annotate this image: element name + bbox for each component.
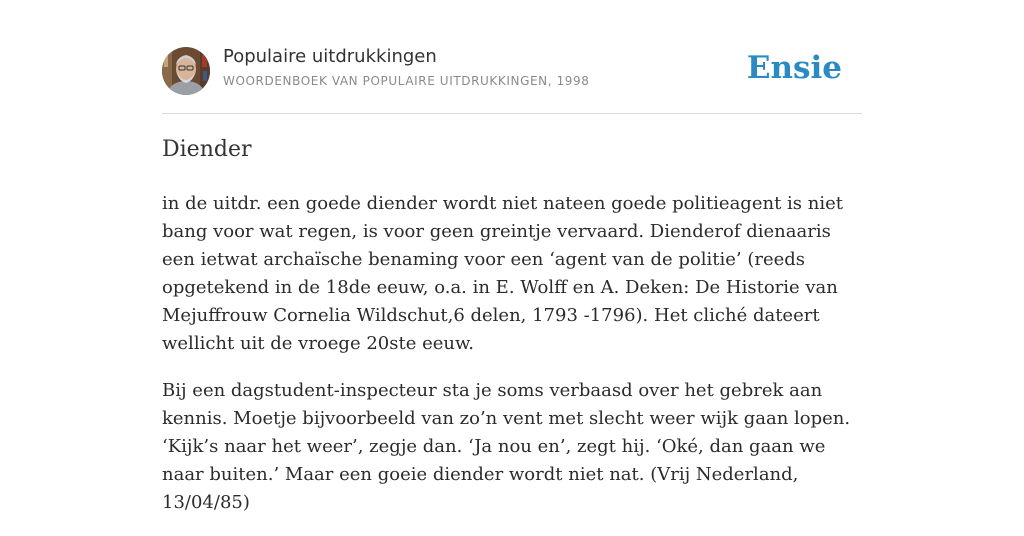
definition-paragraph: in de uitdr. een goede diender wordt niet nateen goede politieagent is niet bang voor wat regen, is voor geen greintje vervaard. Dienderof dienaaris een ietwat archaïsche benaming voor een ‘agent van de politie’ (reeds opgetekend in de 18de eeuw, o.a. in E. Wolff en A. Deken: De Historie van Mejuffrouw Cornelia Wildschut,6 delen, 1793 -1796). Het cliché dateert wellicht uit de vroege 20ste eeuw. <box>162 193 843 354</box>
source-subtitle: WOORDENBOEK VAN POPULAIRE UITDRUKKINGEN, 1998 <box>223 74 590 88</box>
brand-logo[interactable]: Ensie <box>746 50 842 86</box>
entry-card <box>162 0 862 512</box>
author-avatar[interactable] <box>162 47 210 95</box>
source-title[interactable]: Populaire uitdrukkingen <box>223 46 437 67</box>
header-divider <box>162 113 862 114</box>
source-header <box>162 46 862 96</box>
entry-body <box>162 190 862 536</box>
citation-paragraph: Bij een dagstudent-inspecteur sta je soms verbaasd over het gebrek aan kennis. Moetje bijvoorbeeld van zo’n vent met slecht weer wijk gaan lopen. ‘Kijk’s naar het weer’, zegje dan. ‘Ja nou en’, zegt hij. ‘Oké, dan gaan we naar buiten.’ Maar een goeie diender wordt niet nat. (Vrij Nederland, 13/04/85) <box>162 380 851 513</box>
author-portrait-icon <box>162 47 210 95</box>
entry-headword: Diender <box>162 137 252 162</box>
